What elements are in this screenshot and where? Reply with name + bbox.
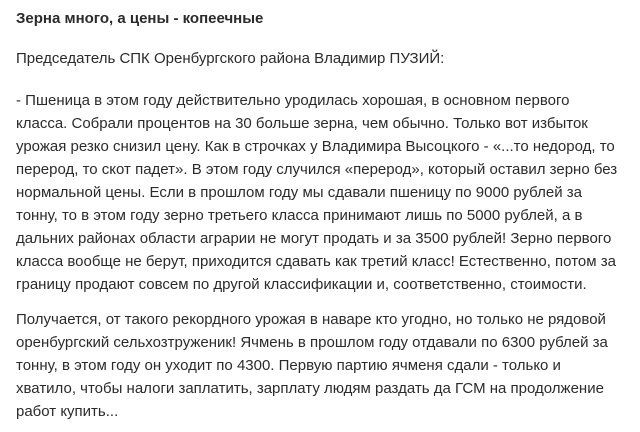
article-paragraph-1: - Пшеница в этом году действительно уродилась хорошая, в основном первого класса. Собрали процентов на 30 больше зерна, чем обычно. Только вот избыток урожая резко снизил цену. Как в строчках у Владимира Высоцкого - «...то недород, то перерод, то скот падет». В этом году случился «перерод», который оставил зерно без нормальной цены. Если в прошлом году мы сдавали пшеницу по 9000 рублей за тонну, то в этом году зерно третьего класса принимают лишь по 5000 рублей, а в дальних районах области аграрии не могут продать и за 3500 рублей! Зерно первого класса вообще не берут, приходится сдавать как третий класс! Естественно, потом за границу продают совсем по другой классификации и, соответственно, стоимости. (16, 92, 618, 293)
article-title: Зерна много, а цены - копеечные (16, 10, 264, 27)
article-paragraph-2: Получается, от такого рекордного урожая в наваре кто угодно, но только не рядовой оренбургский сельхозтруженик! Ячмень в прошлом году отдавали по 6300 рублей за тонну, в этом году он уходит по 4300. Первую партию ячменя сдали - только и хватило, чтобы налоги заплатить, зарплату людям раздать да ГСМ на продолжение работ купить... (16, 311, 608, 420)
article-lead: Председатель СПК Оренбургского района Владимир ПУЗИЙ: (16, 50, 445, 67)
